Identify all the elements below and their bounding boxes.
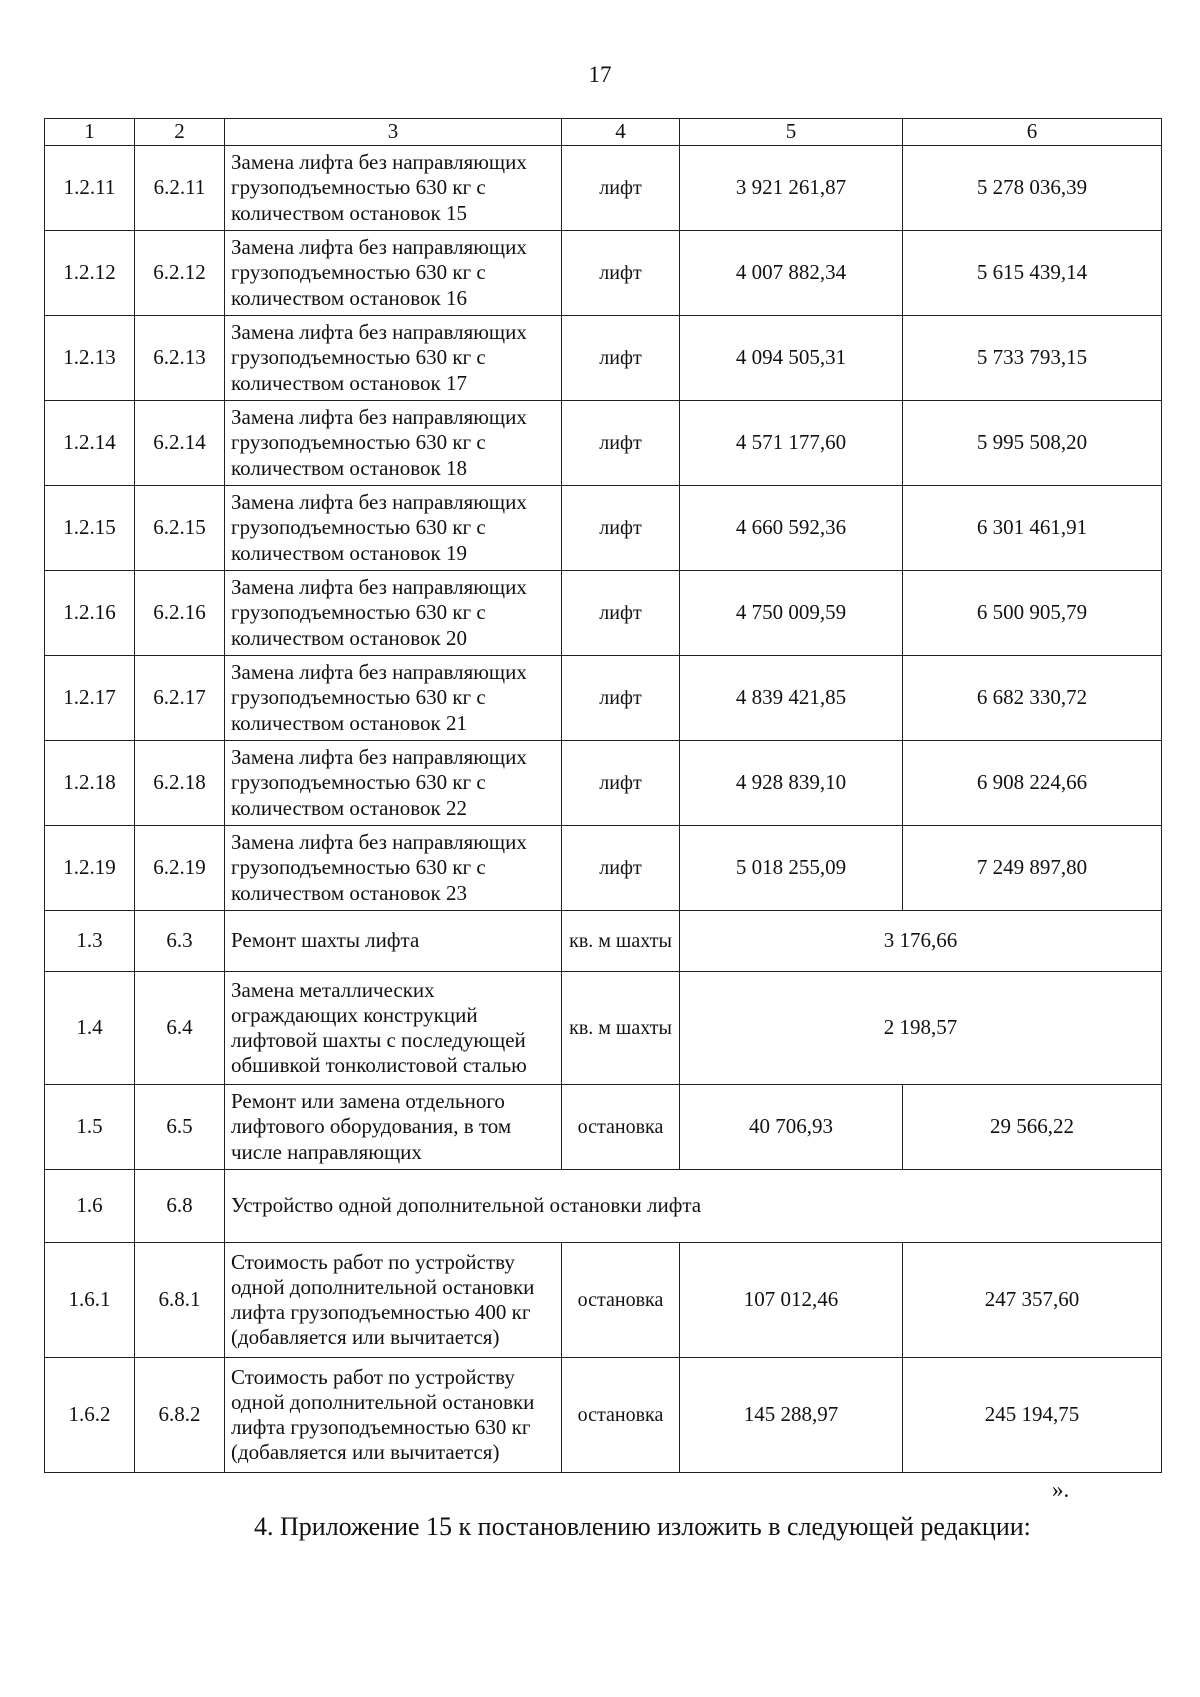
cost-value-1: 5 018 255,09 [680, 826, 903, 911]
work-description: Ремонт шахты лифта [225, 911, 562, 972]
work-description: Замена лифта без направляющих грузоподъемностью 630 кг с количеством остановок 15 [225, 146, 562, 231]
item-number: 1.2.17 [45, 656, 135, 741]
column-header: 5 [680, 119, 903, 146]
cost-value-2: 5 733 793,15 [903, 316, 1162, 401]
column-header: 3 [225, 119, 562, 146]
item-number: 1.2.18 [45, 741, 135, 826]
item-number: 1.2.14 [45, 401, 135, 486]
table-row [45, 146, 1162, 231]
item-number: 1.2.15 [45, 486, 135, 571]
cost-value-1: 4 094 505,31 [680, 316, 903, 401]
cost-value-1: 40 706,93 [680, 1085, 903, 1170]
work-description: Ремонт или замена отдельного лифтового оборудования, в том числе направляющих [225, 1085, 562, 1170]
unit: остановка [562, 1243, 680, 1358]
table-row [45, 1170, 1162, 1243]
cost-value-2: 247 357,60 [903, 1243, 1162, 1358]
unit: лифт [562, 146, 680, 231]
item-number: 1.2.19 [45, 826, 135, 911]
item-code: 6.2.15 [135, 486, 225, 571]
table-row [45, 486, 1162, 571]
item-number: 1.2.12 [45, 231, 135, 316]
cost-value-2: 6 908 224,66 [903, 741, 1162, 826]
cost-value-1: 107 012,46 [680, 1243, 903, 1358]
unit: кв. м шахты [562, 972, 680, 1085]
item-code: 6.8 [135, 1170, 225, 1243]
table-row [45, 972, 1162, 1085]
unit: лифт [562, 571, 680, 656]
cost-value-1: 4 571 177,60 [680, 401, 903, 486]
cost-value-2: 29 566,22 [903, 1085, 1162, 1170]
table-row [45, 1085, 1162, 1170]
cost-value-1: 4 007 882,34 [680, 231, 903, 316]
item-code: 6.2.11 [135, 146, 225, 231]
work-description: Замена лифта без направляющих грузоподъемностью 630 кг с количеством остановок 17 [225, 316, 562, 401]
section-heading: Устройство одной дополнительной остановки лифта [225, 1170, 1162, 1243]
amendment-paragraph: 4. Приложение 15 к постановлению изложить в следующей редакции: [254, 1512, 1031, 1541]
work-description: Замена металлических ограждающих конструкций лифтовой шахты с последующей обшивкой тонколистовой сталью [225, 972, 562, 1085]
table-row [45, 316, 1162, 401]
cost-value-merged: 2 198,57 [680, 972, 1162, 1085]
unit: остановка [562, 1085, 680, 1170]
cost-value-2: 5 615 439,14 [903, 231, 1162, 316]
item-code: 6.2.16 [135, 571, 225, 656]
work-description: Замена лифта без направляющих грузоподъемностью 630 кг с количеством остановок 20 [225, 571, 562, 656]
item-code: 6.8.2 [135, 1358, 225, 1473]
cost-value-2: 6 500 905,79 [903, 571, 1162, 656]
cost-value-2: 5 278 036,39 [903, 146, 1162, 231]
item-code: 6.4 [135, 972, 225, 1085]
table-row [45, 571, 1162, 656]
cost-value-1: 4 839 421,85 [680, 656, 903, 741]
column-header: 2 [135, 119, 225, 146]
unit: кв. м шахты [562, 911, 680, 972]
item-code: 6.2.17 [135, 656, 225, 741]
tariff-table [44, 118, 1162, 1473]
item-number: 1.2.16 [45, 571, 135, 656]
item-code: 6.2.14 [135, 401, 225, 486]
unit: лифт [562, 741, 680, 826]
work-description: Замена лифта без направляющих грузоподъемностью 630 кг с количеством остановок 22 [225, 741, 562, 826]
work-description: Замена лифта без направляющих грузоподъемностью 630 кг с количеством остановок 19 [225, 486, 562, 571]
work-description: Стоимость работ по устройству одной дополнительной остановки лифта грузоподъемностью 400 кг (добавляется или вычитается) [225, 1243, 562, 1358]
item-code: 6.2.19 [135, 826, 225, 911]
work-description: Замена лифта без направляющих грузоподъемностью 630 кг с количеством остановок 18 [225, 401, 562, 486]
table-row [45, 911, 1162, 972]
item-code: 6.3 [135, 911, 225, 972]
work-description: Замена лифта без направляющих грузоподъемностью 630 кг с количеством остановок 21 [225, 656, 562, 741]
work-description: Замена лифта без направляющих грузоподъемностью 630 кг с количеством остановок 16 [225, 231, 562, 316]
table-row [45, 741, 1162, 826]
unit: лифт [562, 486, 680, 571]
item-code: 6.2.13 [135, 316, 225, 401]
item-number: 1.6.1 [45, 1243, 135, 1358]
item-code: 6.8.1 [135, 1243, 225, 1358]
cost-value-merged: 3 176,66 [680, 911, 1162, 972]
cost-value-2: 5 995 508,20 [903, 401, 1162, 486]
cost-value-2: 6 682 330,72 [903, 656, 1162, 741]
item-code: 6.5 [135, 1085, 225, 1170]
cost-value-2: 245 194,75 [903, 1358, 1162, 1473]
column-header: 6 [903, 119, 1162, 146]
unit: лифт [562, 231, 680, 316]
cost-value-1: 4 928 839,10 [680, 741, 903, 826]
item-number: 1.4 [45, 972, 135, 1085]
closing-quote: ». [1052, 1477, 1070, 1502]
table-row [45, 231, 1162, 316]
item-code: 6.2.12 [135, 231, 225, 316]
unit: лифт [562, 656, 680, 741]
page-number: 17 [588, 62, 612, 87]
cost-value-1: 4 660 592,36 [680, 486, 903, 571]
unit: остановка [562, 1358, 680, 1473]
cost-value-2: 7 249 897,80 [903, 826, 1162, 911]
table-row [45, 1358, 1162, 1473]
cost-value-1: 3 921 261,87 [680, 146, 903, 231]
item-number: 1.5 [45, 1085, 135, 1170]
item-number: 1.2.11 [45, 146, 135, 231]
cost-value-1: 4 750 009,59 [680, 571, 903, 656]
table-row [45, 401, 1162, 486]
work-description: Стоимость работ по устройству одной дополнительной остановки лифта грузоподъемностью 630 кг (добавляется или вычитается) [225, 1358, 562, 1473]
table-header-row [45, 119, 1162, 146]
column-header: 4 [562, 119, 680, 146]
work-description: Замена лифта без направляющих грузоподъемностью 630 кг с количеством остановок 23 [225, 826, 562, 911]
item-number: 1.6.2 [45, 1358, 135, 1473]
table-row [45, 1243, 1162, 1358]
item-number: 1.3 [45, 911, 135, 972]
item-code: 6.2.18 [135, 741, 225, 826]
table-row [45, 826, 1162, 911]
unit: лифт [562, 826, 680, 911]
unit: лифт [562, 316, 680, 401]
cost-value-1: 145 288,97 [680, 1358, 903, 1473]
table-row [45, 656, 1162, 741]
column-header: 1 [45, 119, 135, 146]
item-number: 1.6 [45, 1170, 135, 1243]
item-number: 1.2.13 [45, 316, 135, 401]
unit: лифт [562, 401, 680, 486]
cost-value-2: 6 301 461,91 [903, 486, 1162, 571]
